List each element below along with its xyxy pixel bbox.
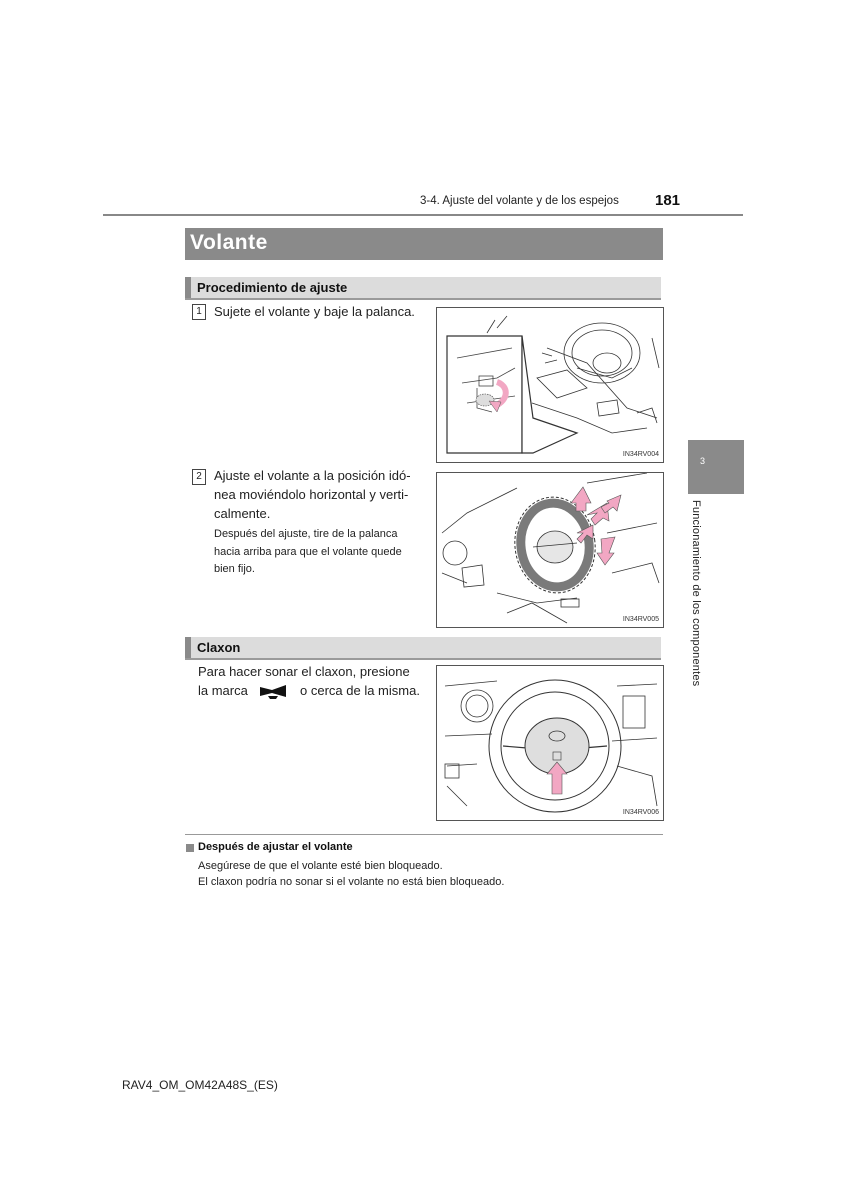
chapter-number: 3 (700, 456, 706, 466)
step-2-line-2: nea moviéndolo horizontal y verti- (214, 487, 409, 502)
horn-text-line-1: Para hacer sonar el claxon, presione (198, 664, 410, 679)
subheading-procedure: Procedimiento de ajuste (197, 280, 348, 295)
horn-text-after: o cerca de la misma. (300, 683, 420, 698)
step-number-2: 2 (192, 469, 206, 485)
steering-lever-illustration (437, 308, 663, 462)
figure-steering-adjust (436, 472, 664, 628)
horn-illustration (437, 666, 663, 820)
step-2-line-1: Ajuste el volante a la posición idó- (214, 468, 411, 483)
header-rule (103, 214, 743, 216)
chapter-label: Funcionamiento de los componentes (690, 500, 702, 687)
figure-code-3: IN34RV006 (622, 809, 659, 816)
footnote-bullet (186, 844, 194, 852)
figure-steering-lever (436, 307, 664, 463)
document-code: RAV4_OM_OM42A48S_(ES) (122, 1078, 278, 1092)
footnote-line-1: Asegúrese de que el volante esté bien bloqueado. (198, 860, 443, 872)
note-line-3: bien fijo. (214, 563, 255, 575)
figure-code-1: IN34RV004 (622, 451, 659, 458)
footnote-line-2: El claxon podría no sonar si el volante no está bien bloqueado. (198, 876, 505, 888)
step-number-1: 1 (192, 304, 206, 320)
chapter-tab (688, 440, 744, 494)
page-number: 181 (655, 192, 681, 209)
footnote-rule (185, 834, 663, 835)
subheading-horn: Claxon (197, 640, 241, 655)
horn-text-before: la marca (198, 683, 248, 698)
note-line-2: hacia arriba para que el volante quede (214, 545, 402, 558)
footnote-title: Después de ajustar el volante (198, 841, 353, 853)
page-title: Volante (190, 231, 268, 254)
step-2-note (214, 526, 424, 579)
running-header: 3-4. Ajuste del volante y de los espejos (420, 195, 619, 207)
steering-adjust-illustration (437, 473, 663, 627)
subheading-accent (185, 637, 191, 658)
horn-icon (258, 684, 290, 700)
step-1-text: Sujete el volante y baje la palanca. (214, 304, 415, 319)
subheading-bar-horn (185, 637, 661, 660)
figure-horn (436, 665, 664, 821)
note-line-1: Después del ajuste, tire de la palanca (214, 528, 398, 540)
step-2-line-3: calmente. (214, 506, 271, 521)
figure-code-2: IN34RV005 (622, 616, 659, 623)
subheading-accent (185, 277, 191, 298)
step-2-text (214, 466, 424, 523)
